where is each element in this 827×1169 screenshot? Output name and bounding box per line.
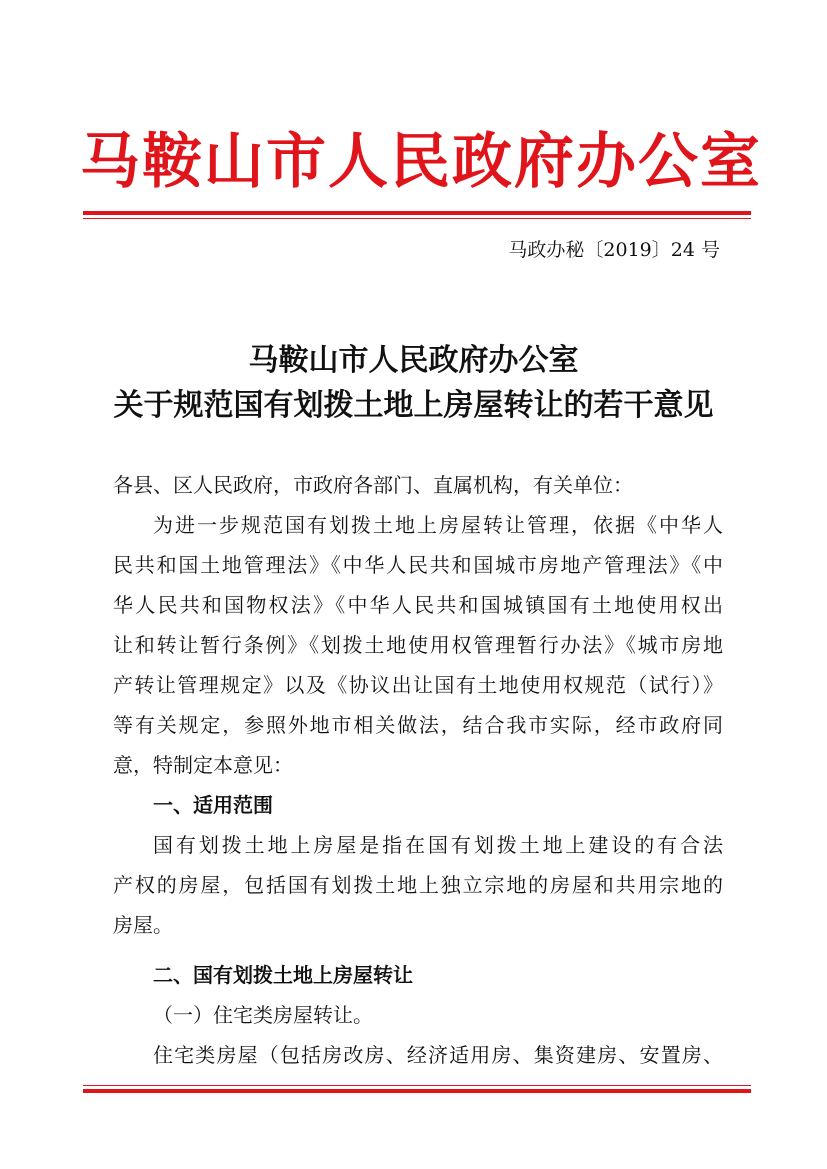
section-1-line-3: 房屋。	[113, 913, 173, 937]
title-line-2: 关于规范国有划拨土地上房屋转让的若干意见	[113, 388, 714, 423]
addressee: 各县、区人民政府，市政府各部门、直属机构，有关单位：	[113, 473, 633, 497]
section-1-line-2: 产权的房屋，包括国有划拨土地上独立宗地的房屋和共用宗地的	[113, 873, 723, 897]
intro-line-2: 民共和国土地管理法》《中华人民共和国城市房地产管理法》《中	[113, 553, 723, 577]
document-body	[113, 465, 723, 1075]
intro-line-5: 产转让管理规定》以及《协议出让国有土地使用权规范（试行）》	[113, 673, 723, 697]
paragraph-gap	[113, 945, 723, 955]
section-1-line-1: 国有划拨土地上房屋是指在国有划拨土地上建设的有合法	[153, 833, 723, 857]
section-1-heading: 一、适用范围	[153, 793, 273, 817]
intro-line-7: 意，特制定本意见：	[113, 753, 293, 777]
section-2-subheading-1: （一）住宅类房屋转让。	[153, 1003, 373, 1027]
footer-red-rule-thin	[83, 1085, 751, 1086]
intro-line-1: 为进一步规范国有划拨土地上房屋转让管理，依据《中华人	[153, 513, 723, 537]
footer-red-rule-thick	[83, 1089, 751, 1093]
header-red-rule-thin	[83, 218, 751, 219]
header-red-rule-thick	[83, 211, 751, 215]
masthead-title: 马鞍山市人民政府办公室	[80, 127, 762, 197]
intro-line-4: 让和转让暂行条例》《划拨土地使用权管理暂行办法》《城市房地	[113, 633, 723, 657]
intro-line-6: 等有关规定，参照外地市相关做法，结合我市实际，经市政府同	[113, 713, 723, 737]
section-2-line-1: 住宅类房屋（包括房改房、经济适用房、集资建房、安置房、	[153, 1043, 723, 1067]
document-number: 马政办秘〔2019〕24 号	[508, 239, 720, 261]
title-line-1: 马鞍山市人民政府办公室	[248, 343, 579, 378]
section-2-heading: 二、国有划拨土地上房屋转让	[153, 963, 413, 987]
document-title	[80, 338, 747, 428]
intro-line-3: 华人民共和国物权法》《中华人民共和国城镇国有土地使用权出	[113, 593, 723, 617]
